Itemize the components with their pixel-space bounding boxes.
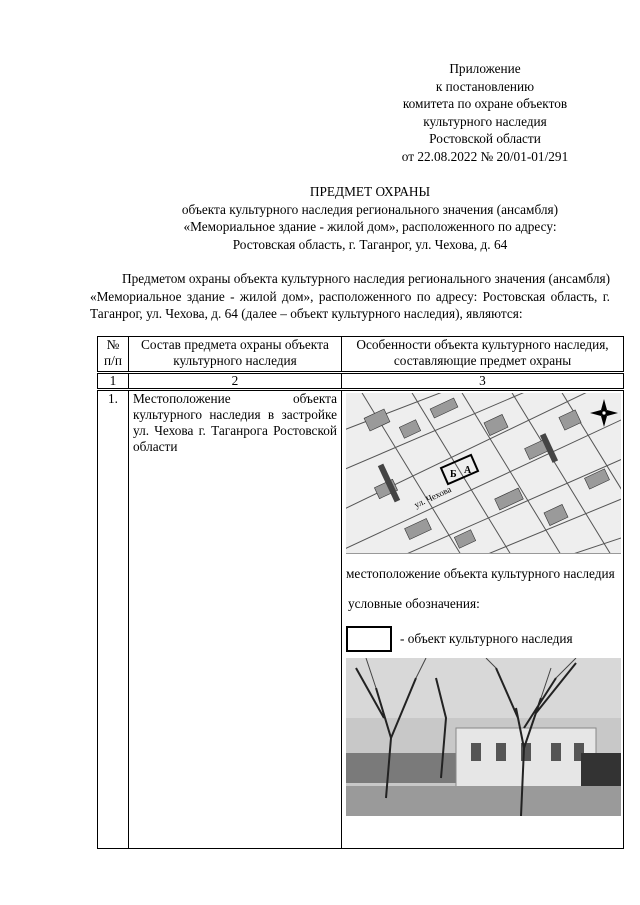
column-number-row (98, 373, 624, 390)
map-caption: местоположение объекта культурного наследия (346, 566, 615, 581)
column-number: 1 (98, 373, 129, 390)
legend-swatch (346, 626, 392, 652)
header-subject: Состав предмета охраны объекта культурного наследия (129, 337, 342, 373)
table-header-row (98, 337, 624, 373)
appendix-header (360, 60, 610, 165)
header-number: № п/п (98, 337, 129, 373)
appendix-line: от 22.08.2022 № 20/01-01/291 (401, 148, 569, 164)
table-row (98, 390, 624, 849)
legend-title: условные обозначения: (348, 596, 480, 611)
heading-line: Ростовская область, г. Таганрог, ул. Чехова, д. 64 (232, 236, 508, 252)
map-street-label: ул. Чехова (412, 484, 453, 510)
appendix-line: комитета по охране объектов (402, 96, 568, 111)
building-photo (346, 658, 621, 816)
heading-line: «Мемориальное здание - жилой дом», расположенного по адресу: (183, 219, 557, 234)
document-heading (80, 183, 640, 253)
row-subject: Местоположение объекта культурного наследия в застройке ул. Чехова г. Таганрога Ростовской области (129, 390, 342, 849)
header-features: Особенности объекта культурного наследия, составляющие предмет охраны (342, 337, 624, 373)
map-label-a: А (464, 465, 472, 476)
column-number: 3 (342, 373, 624, 390)
heading-line: объекта культурного наследия регионального значения (ансамбля) (181, 201, 559, 217)
protection-subject-table (97, 336, 624, 849)
appendix-line: к постановлению (435, 78, 535, 94)
row-number: 1. (98, 390, 129, 849)
column-number: 2 (129, 373, 342, 390)
row-features (342, 390, 624, 849)
appendix-line: Ростовской области (429, 131, 541, 146)
location-map (346, 393, 621, 554)
legend-item (346, 626, 619, 652)
appendix-line: Приложение (449, 61, 521, 76)
appendix-line: культурного наследия (423, 113, 547, 129)
map-label-b: Б (450, 469, 457, 480)
document-title: ПРЕДМЕТ ОХРАНЫ (309, 184, 431, 199)
intro-paragraph: Предметом охраны объекта культурного наследия регионального значения (ансамбля) «Мемориальное здание - жилой дом», расположенного по адресу: Ростовская область, г. Таганрог, ул. Чехова, д. 64 (далее – объект культурного наследия), являются: (90, 271, 610, 321)
legend-label: - объект культурного наследия (400, 631, 573, 646)
